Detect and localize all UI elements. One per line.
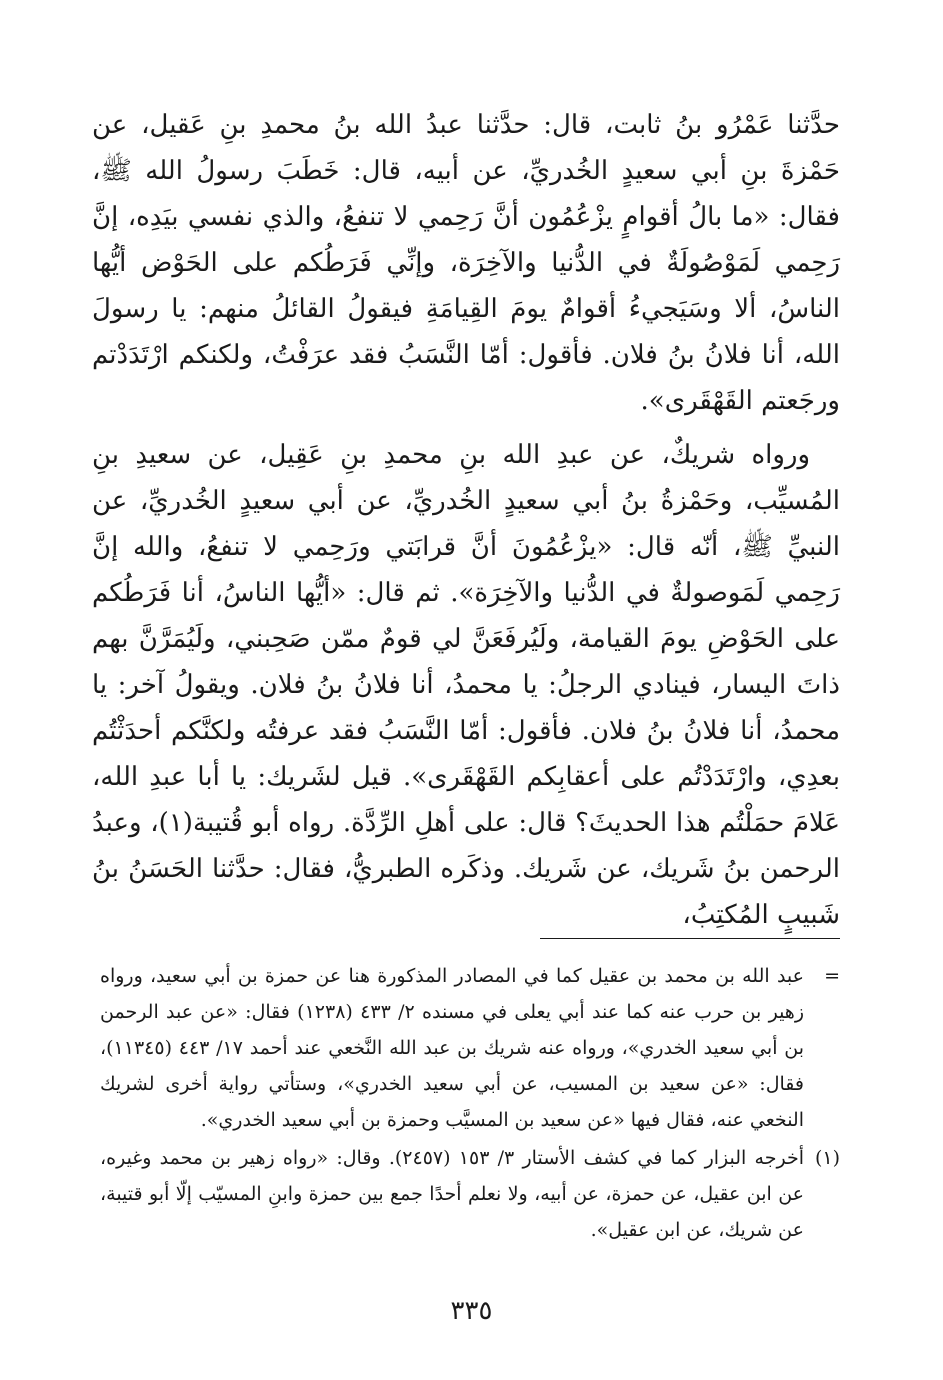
paragraph-2: ورواه شريكٌ، عن عبدِ الله بنِ محمدِ بنِ عَقِيل، عن سعيدِ بنِ المُسيِّب، وحَمْزةُ بنُ أبي سعيدٍ الخُدريِّ، عن أبي سعيدٍ الخُدريِّ، عن النبيِّ ﷺ، أنّه قال: «يزْعُمُونَ أنَّ قرابَتي ورَحِمي لا تنفعُ، والله إنَّ رَحِمي لَمَوصولةٌ في الدُّنيا والآخِرَة». ثم قال: «أيُّها الناسُ، أنا فَرَطُكم على الحَوْضِ يومَ القيامة، ولَيُرفَعَنَّ لي قومٌ ممّن صَحِبني، ولَيُمَرَّنَّ بهم ذاتَ اليسار، فينادي الرجلُ: يا محمدُ، أنا فلانُ بنُ فلان. ويقولُ آخر: يا محمدُ، أنا فلانُ بنُ فلان. فأقول: أمّا النَّسَبُ فقد عرفتُه ولكنَّكم أحدَثْتُم بعدِي، وارْتَدَدْتُم على أعقابِكم القَهْقَرى». قيل لشَريك: يا أبا عبدِ الله، عَلامَ حمَلْتُم هذا الحديثَ؟ قال: على أهلِ الرِّدَّة. رواه أبو قُتيبة(١)، وعبدُ الرحمن بنُ شَريك، عن شَريك. وذكَره الطبريُّ، فقال: حدَّثنا الحَسَنُ بنُ شَبيبٍ المُكتِبُ، — [92, 440, 840, 930]
main-text-block — [92, 102, 840, 938]
footnote-1 — [100, 1140, 840, 1248]
footnote-separator — [540, 938, 840, 939]
footnote-marker: (١) — [814, 1147, 840, 1169]
footnote-text: أخرجه البزار كما في كشف الأستار ٣/ ١٥٣ (٢٤٥٧). وقال: «رواه زهير بن محمد وغيره، عن ابن عقيل، عن حمزة، عن أبيه، ولا نعلم أحدًا جمع بين حمزة وابنِ المسيّب إلّا أبو قتيبة، عن شريك، عن ابن عقيل». — [100, 1147, 804, 1241]
footnote-text: عبد الله بن محمد بن عقيل كما في المصادر المذكورة هنا عن حمزة بن أبي سعيد، ورواه زهير بن حرب عنه كما عند أبي يعلى في مسنده ٢/ ٤٣٣ (١٢٣٨) فقال: «عن عبد الرحمن بن أبي سعيد الخدري»، ورواه عنه شريك بن عبد الله النَّخعي عند أحمد ١٧/ ٤٤٣ (١١٣٤٥)، فقال: «عن سعيد بن المسيب، عن أبي سعيد الخدري»، وستأتي رواية أخرى لشريك النخعي عنه، فقال فيها «عن سعيد بن المسيَّب وحمزة بن أبي سعيد الخدري». — [100, 965, 805, 1131]
paragraph-1: حدَّثنا عَمْرُو بنُ ثابت، قال: حدَّثنا عبدُ الله بنُ محمدِ بنِ عَقيل، عن حَمْزةَ بنِ أبي سعيدٍ الخُدريِّ، عن أبيه، قال: خَطَبَ رسولُ الله ﷺ، فقال: «ما بالُ أقوامٍ يزْعُمُون أنَّ رَحِمي لا تنفعُ، والذي نفسي بيَدِه، إنَّ رَحِمي لَمَوْصُولَةٌ في الدُّنيا والآخِرَة، وإنِّي فَرَطُكم على الحَوْض أيُّها الناسُ، ألا وسَيَجيءُ أقوامٌ يومَ القِيامَةِ فيقولُ القائلُ منهم: يا رسولَ الله، أنا فلانُ بنُ فلان. فأقول: أمّا النَّسَبُ فقد عرَفْتُ، ولكنكم ارْتَدَدْتم ورجَعتم القَهْقَرى». — [92, 110, 840, 416]
page-number: ٣٣٥ — [450, 1296, 493, 1326]
footnote-continued — [100, 958, 840, 1138]
footnotes-block — [100, 958, 840, 1250]
footnote-marker: = — [824, 965, 840, 987]
